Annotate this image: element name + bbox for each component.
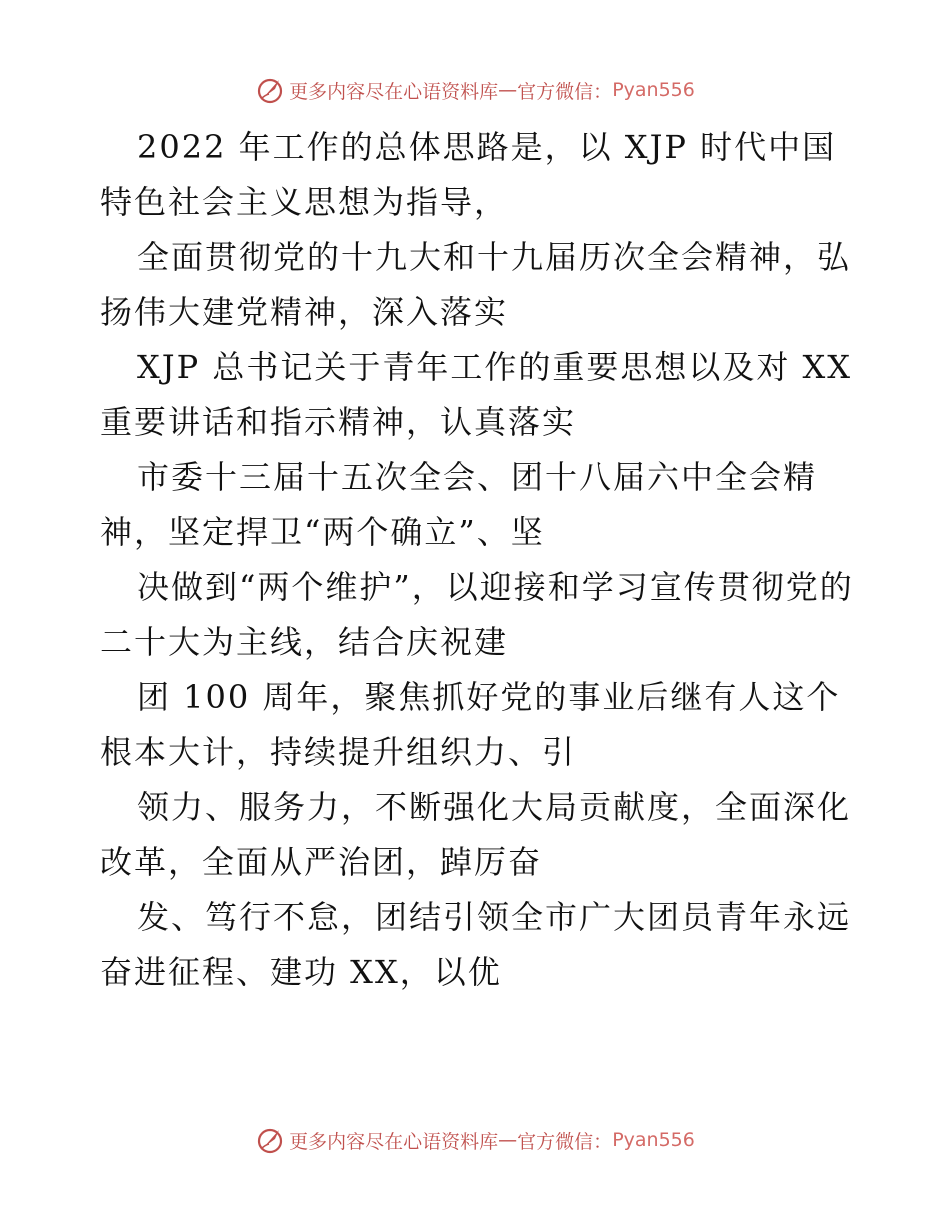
- paragraph: 市委十三届十五次全会、团十八届六中全会精神，坚定捍卫“两个确立”、坚: [100, 458, 818, 551]
- watermark-official-label: 官方微信：: [517, 1130, 613, 1153]
- paragraph: 全面贯彻党的十九大和十九届历次全会精神，弘扬伟大建党精神，深入落实: [100, 238, 852, 331]
- watermark-wechat-id: Pyan556: [612, 79, 695, 101]
- footer-watermark: [0, 1120, 950, 1160]
- paragraph: 2022 年工作的总体思路是，以 XJP 时代中国特色社会主义思想为指导，: [100, 128, 837, 221]
- paragraph: 发、笃行不怠，团结引领全市广大团员青年永远奋进征程、建功 XX，以优: [100, 898, 852, 991]
- paragraph: 决做到“两个维护”，以迎接和学习宣传贯彻党的二十大为主线，结合庆祝建: [100, 568, 854, 661]
- watermark-official-label: 官方微信：: [517, 80, 613, 103]
- watermark-text: 更多内容尽在心语资料库: [289, 80, 499, 103]
- quill-logo-icon: [255, 1125, 285, 1155]
- watermark-dash: —: [498, 79, 518, 101]
- watermark-dash: —: [498, 1129, 518, 1151]
- quill-logo-icon: [255, 75, 285, 105]
- watermark-wechat-id: Pyan556: [612, 1129, 695, 1151]
- paragraph: 团 100 周年，聚焦抓好党的事业后继有人这个根本大计，持续提升组织力、引: [100, 678, 841, 771]
- header-watermark: [0, 70, 950, 110]
- paragraph: XJP 总书记关于青年工作的重要思想以及对 XX 重要讲话和指示精神，认真落实: [100, 348, 853, 441]
- paragraph: 领力、服务力，不断强化大局贡献度，全面深化改革，全面从严治团，踔厉奋: [100, 788, 852, 881]
- watermark-text: 更多内容尽在心语资料库: [289, 1130, 499, 1153]
- document-body: [100, 120, 860, 1000]
